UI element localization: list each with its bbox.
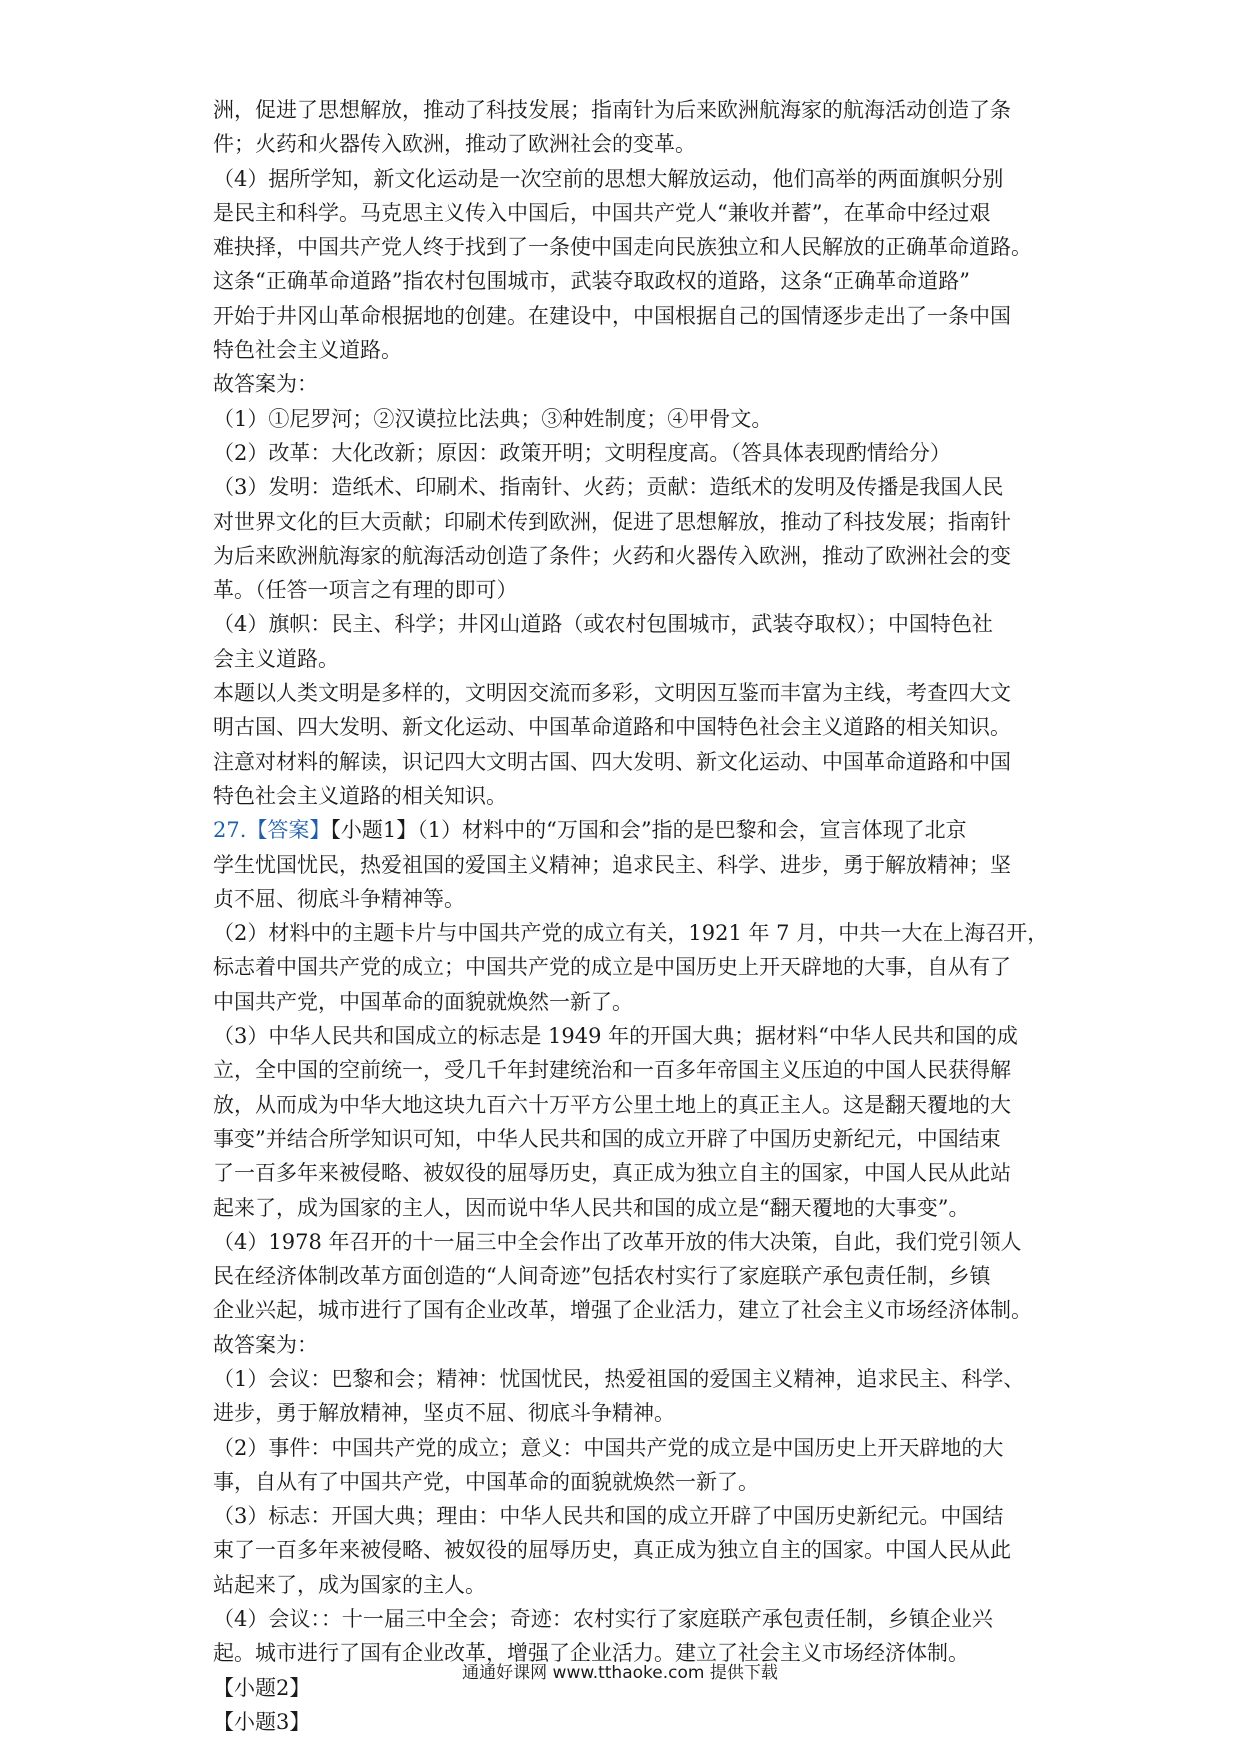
text-line: （3）标志：开国大典；理由：中华人民共和国的成立开辟了中国历史新纪元。中国结 [213,1504,1004,1529]
text-line: 立，全中国的空前统一，受几千年封建统治和一百多年帝国主义压迫的中国人民获得解 [213,1058,1011,1083]
text-line: 件；火药和火器传入欧洲，推动了欧洲社会的变革。 [213,132,696,157]
q27-first-line-text: 【小题1】（1）材料中的“万国和会”指的是巴黎和会，宣言体现了北京 [330,818,967,843]
text-line: 事，自从有了中国共产党，中国革命的面貌就焕然一新了。 [213,1469,759,1494]
text-line: （1）①尼罗河；②汉谟拉比法典；③种姓制度；④甲骨文。 [213,406,773,431]
q27-answer-number: 27.【答案】 [213,818,331,843]
text-line: （2）材料中的主题卡片与中国共产党的成立有关，1921 年 7 月，中共一大在上海召开， [213,921,1049,946]
text-line: 贞不屈、彻底斗争精神等。 [213,886,465,911]
text-line: 明古国、四大发明、新文化运动、中国革命道路和中国特色社会主义道路的相关知识。 [213,715,1011,740]
text-line: 会主义道路。 [213,646,339,671]
page-footer: 通通好课网 www.tthaoke.com 提供下载 [462,1663,778,1683]
q27-answer-text [213,848,1049,1740]
text-line: 放，从而成为中华大地这块九百六十万平方公里土地上的真正主人。这是翻天覆地的大 [213,1092,1011,1117]
text-line: 特色社会主义道路的相关知识。 [213,783,507,808]
text-line: 中国共产党，中国革命的面貌就焕然一新了。 [213,989,633,1014]
text-line: 特色社会主义道路。 [213,338,402,363]
text-line: （4）旗帜：民主、科学；井冈山道路（或农村包围城市，武装夺取权）；中国特色社 [213,612,993,637]
text-line: 注意对材料的解读，识记四大文明古国、四大发明、新文化运动、中国革命道路和中国 [213,749,1011,774]
text-line: 【小题2】 [213,1675,311,1700]
text-line: （3）中华人民共和国成立的标志是 1949 年的开国大典；据材料“中华人民共和国的成 [213,1024,1018,1049]
text-line: （2）事件：中国共产党的成立；意义：中国共产党的成立是中国历史上开天辟地的大 [213,1435,1004,1460]
text-line: 【小题3】 [213,1709,311,1734]
text-line: （4）1978 年召开的十一届三中全会作出了改革开放的伟大决策，自此，我们党引领人 [213,1229,1022,1254]
text-line: 洲，促进了思想解放，推动了科技发展；指南针为后来欧洲航海家的航海活动创造了条 [213,98,1011,122]
text-line: 起。城市进行了国有企业改革，增强了企业活力。建立了社会主义市场经济体制。 [213,1641,969,1666]
text-line: 革。（任答一项言之有理的即可） [213,578,518,603]
text-line: 了一百多年来被侵略、被奴役的屈辱历史，真正成为独立自主的国家，中国人民从此站 [213,1161,1011,1186]
text-line: 开始于井冈山革命根据地的创建。在建设中，中国根据自己的国情逐步走出了一条中国 [213,303,1011,328]
text-line: 学生忧国忧民，热爱祖国的爱国主义精神；追求民主、科学、进步，勇于解放精神；坚 [213,852,1011,877]
text-line: （4）据所学知，新文化运动是一次空前的思想大解放运动，他们高举的两面旗帜分别 [213,166,1004,191]
text-line: 束了一百多年来被侵略、被奴役的屈辱历史，真正成为独立自主的国家。中国人民从此 [213,1538,1011,1563]
text-line: 故答案为： [213,372,318,397]
text-line: 是民主和科学。马克思主义传入中国后，中国共产党人“兼收并蓄”，在革命中经过艰 [213,200,991,225]
text-line: 企业兴起，城市进行了国有企业改革，增强了企业活力，建立了社会主义市场经济体制。 [213,1298,1032,1323]
text-line: 难抉择，中国共产党人终于找到了一条使中国走向民族独立和人民解放的正确革命道路。 [213,235,1032,260]
text-line: 民在经济体制改革方面创造的“人间奇迹”包括农村实行了家庭联产承包责任制，乡镇 [213,1264,991,1289]
text-line: （1）会议：巴黎和会；精神：忧国忧民，热爱祖国的爱国主义精神，追求民主、科学、 [213,1366,1025,1391]
text-line: 标志着中国共产党的成立；中国共产党的成立是中国历史上开天辟地的大事，自从有了 [213,955,1011,980]
text-line: （3）发明：造纸术、印刷术、指南针、火药；贡献：造纸术的发明及传播是我国人民 [213,475,1004,500]
text-line: 对世界文化的巨大贡献；印刷术传到欧洲，促进了思想解放，推动了科技发展；指南针 [213,509,1011,534]
text-line: 事变”并结合所学知识可知，中华人民共和国的成立开辟了中国历史新纪元，中国结束 [213,1126,1001,1151]
text-line: 起来了，成为国家的主人，因而说中华人民共和国的成立是“翻天覆地的大事变”。 [213,1195,970,1220]
q27-first-line [213,813,1043,847]
text-line: 进步，勇于解放精神，坚贞不屈、彻底斗争精神。 [213,1401,675,1426]
text-line: （2）改革：大化改新；原因：政策开明；文明程度高。（答具体表现酌情给分） [213,440,951,465]
answer-explanation-text [213,93,1043,813]
text-line: 这条“正确革命道路”指农村包围城市，武装夺取政权的道路，这条“正确革命道路” [213,269,970,294]
document-body [213,93,1049,1739]
text-line: 本题以人类文明是多样的，文明因交流而多彩，文明因互鉴而丰富为主线，考查四大文 [213,681,1011,706]
text-line: 故答案为： [213,1332,318,1357]
text-line: 站起来了，成为国家的主人。 [213,1572,486,1597]
text-line: 为后来欧洲航海家的航海活动创造了条件；火药和火器传入欧洲，推动了欧洲社会的变 [213,543,1011,568]
text-line: （4）会议：：十一届三中全会；奇迹：农村实行了家庭联产承包责任制，乡镇企业兴 [213,1607,993,1632]
